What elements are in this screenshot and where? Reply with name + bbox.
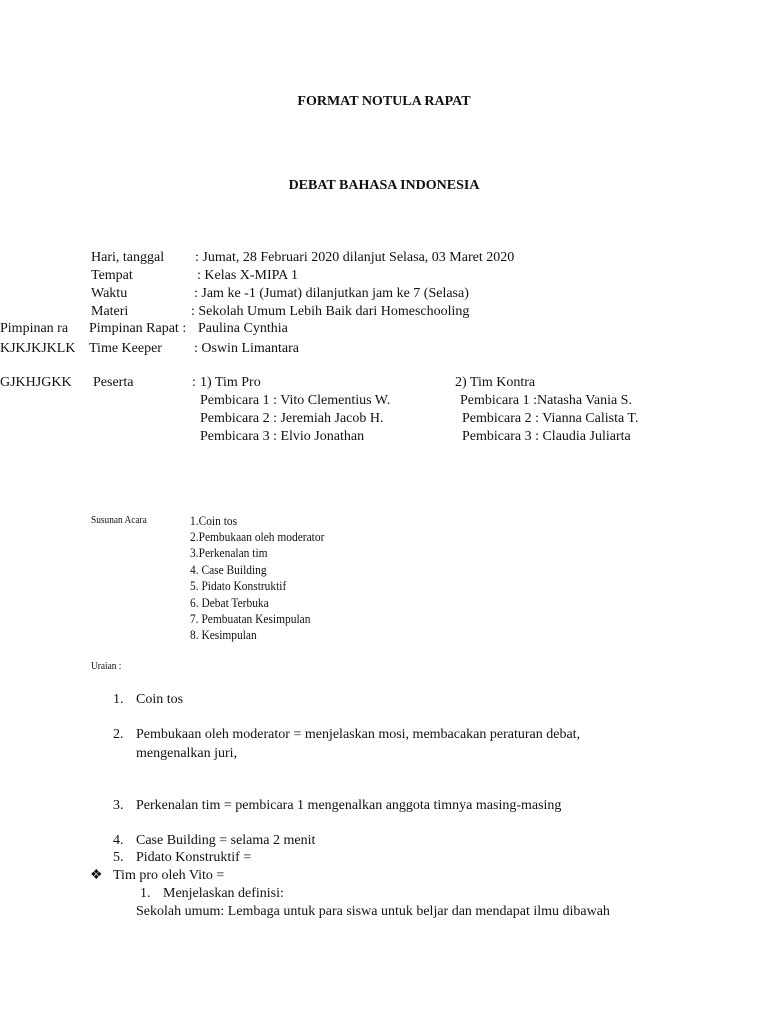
sub-item-number: 1.	[140, 886, 151, 901]
agenda-item: 2.Pembukaan oleh moderator	[190, 529, 325, 544]
details-item-text: Pidato Konstruktif =	[136, 850, 252, 865]
details-item-number: 2.	[113, 727, 124, 742]
team-pro-member: Pembicara 3 : Elvio Jonathan	[200, 429, 365, 444]
team-kontra-member: Pembicara 2 : Vianna Calista T.	[462, 411, 639, 426]
agenda-item: 5. Pidato Konstruktif	[190, 578, 287, 593]
team-pro-member: Pembicara 2 : Jeremiah Jacob H.	[200, 411, 384, 426]
participants-label: Peserta	[93, 375, 134, 390]
info-value-time: : Jam ke -1 (Jumat) dilanjutkan jam ke 7 (Selasa)	[194, 286, 469, 301]
details-item-text: Pembukaan oleh moderator = menjelaskan mosi, membacakan peraturan debat,	[136, 727, 581, 742]
info-label-date: Hari, tanggal	[91, 250, 165, 265]
agenda-item: 7. Pembuatan Kesimpulan	[190, 611, 311, 626]
details-item-number: 1.	[113, 692, 124, 707]
info-value-leader: Paulina Cynthia	[198, 321, 288, 336]
info-value-place: : Kelas X-MIPA 1	[197, 268, 298, 283]
details-item-text: Coin tos	[136, 692, 184, 707]
diamond-bullet-icon: ❖	[90, 868, 103, 883]
info-label-leader: Pimpinan Rapat :	[89, 321, 187, 336]
details-item-number: 3.	[113, 798, 124, 813]
team-kontra-member: Pembicara 1 :Natasha Vania S.	[460, 393, 632, 408]
details-item-continuation: mengenalkan juri,	[136, 746, 238, 761]
participants-colon: :	[192, 375, 196, 390]
info-label-place: Tempat	[91, 268, 133, 283]
team-pro-heading: 1) Tim Pro	[200, 375, 261, 390]
info-label-time: Waktu	[91, 286, 128, 301]
sub-item-text: Menjelaskan definisi:	[163, 886, 284, 901]
details-item-number: 4.	[113, 833, 124, 848]
info-value-date: : Jumat, 28 Februari 2020 dilanjut Selasa, 03 Maret 2020	[195, 250, 515, 265]
agenda-label: Susunan Acara	[91, 514, 147, 526]
info-label-timekeeper: Time Keeper	[89, 341, 162, 356]
info-label-topic: Materi	[91, 304, 129, 319]
info-prefix-timekeeper: KJKJKJKLK	[0, 341, 76, 356]
team-pro-member: Pembicara 1 : Vito Clementius W.	[200, 393, 391, 408]
agenda-item: 1.Coin tos	[190, 513, 238, 528]
bullet-text: Tim pro oleh Vito =	[113, 868, 225, 883]
document-subtitle: DEBAT BAHASA INDONESIA	[288, 178, 480, 193]
agenda-item: 8. Kesimpulan	[190, 627, 257, 642]
team-kontra-heading: 2) Tim Kontra	[455, 375, 536, 390]
details-item-number: 5.	[113, 850, 124, 865]
details-item-text: Case Building = selama 2 menit	[136, 833, 316, 848]
details-label: Uraian :	[91, 660, 122, 672]
definition-text: Sekolah umum: Lembaga untuk para siswa untuk beljar dan mendapat ilmu dibawah	[136, 904, 610, 919]
agenda-item: 6. Debat Terbuka	[190, 595, 269, 610]
team-kontra-member: Pembicara 3 : Claudia Juliarta	[462, 429, 631, 444]
info-value-topic: : Sekolah Umum Lebih Baik dari Homeschooling	[191, 304, 470, 319]
agenda-item: 4. Case Building	[190, 562, 267, 577]
details-item-text: Perkenalan tim = pembicara 1 mengenalkan anggota timnya masing-masing	[136, 798, 562, 813]
info-prefix-leader: Pimpinan ra	[0, 321, 69, 336]
participants-prefix: GJKHJGKK	[0, 375, 72, 390]
info-value-timekeeper: : Oswin Limantara	[194, 341, 299, 356]
document-title: FORMAT NOTULA RAPAT	[297, 94, 471, 109]
agenda-item: 3.Perkenalan tim	[190, 545, 268, 560]
